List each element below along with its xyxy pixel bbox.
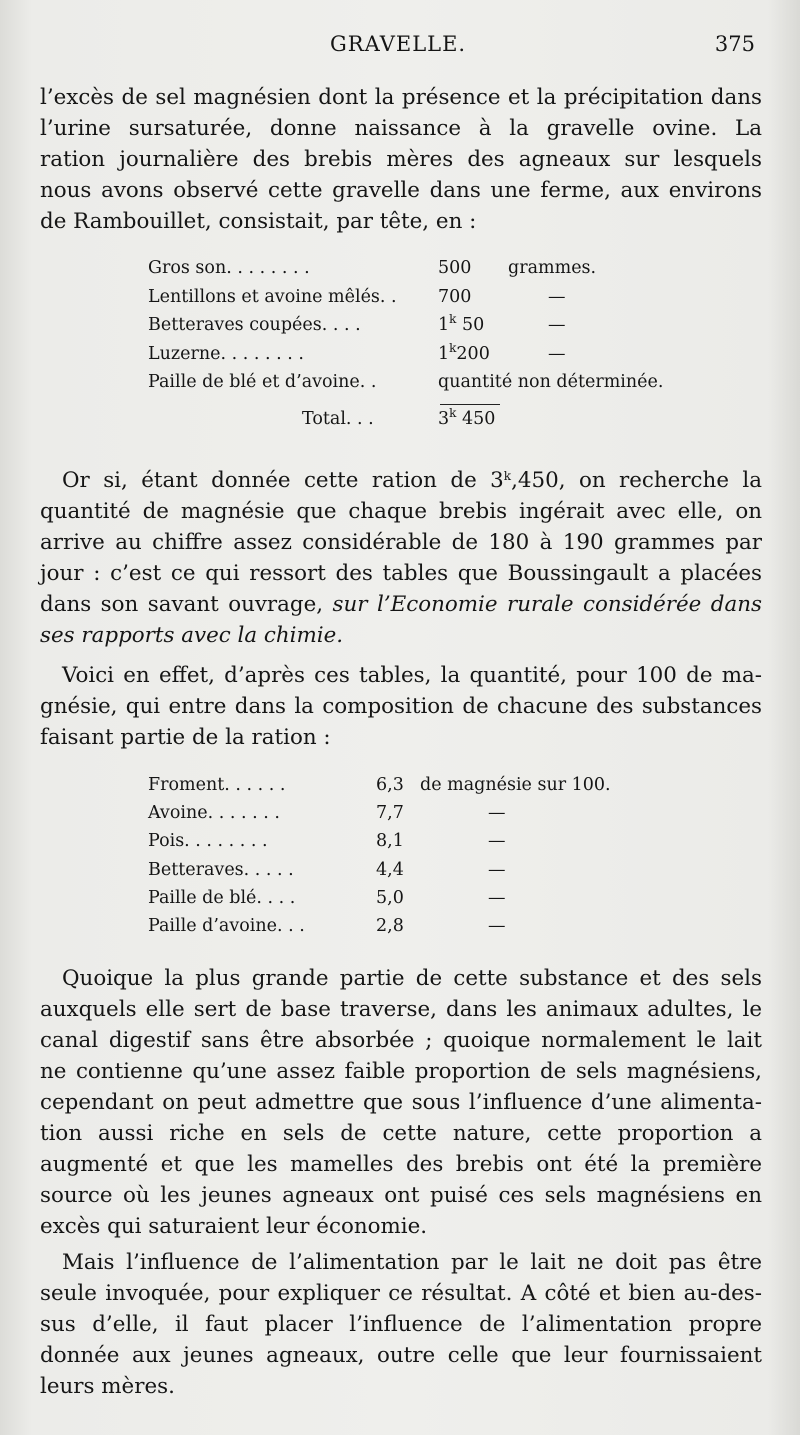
text-line: de Rambouillet, consistait, par tête, en : — [40, 209, 477, 234]
page-header — [40, 32, 755, 66]
text-line: nous avons observé cette gravelle dans une ferme, aux environs — [40, 178, 762, 203]
magnesia-table — [148, 775, 668, 944]
text-line: ne contienne qu’une assez faible proportion de sels magnésiens, — [40, 1059, 762, 1084]
magnesia-item-unit: de magnésie sur 100. — [420, 775, 611, 795]
paragraph-tables-intro — [40, 660, 762, 753]
magnesia-row — [148, 831, 668, 859]
ration-item-value: quantité non déterminée. — [438, 372, 664, 392]
magnesia-item-unit: — — [488, 887, 506, 908]
ration-table — [148, 258, 664, 437]
ration-item-value: 700 — [438, 286, 472, 307]
magnesia-item-unit: — — [488, 915, 506, 936]
ration-row — [148, 258, 628, 287]
text-line: Mais l’influence de l’alimentation par le lait ne doit pas être — [62, 1250, 762, 1275]
magnesia-item-value: 7,7 — [376, 803, 404, 824]
magnesia-item-value: 5,0 — [376, 887, 404, 908]
ration-item-value: 500 — [438, 258, 472, 278]
magnesia-item-value: 6,3 — [376, 775, 404, 795]
ration-row — [148, 372, 664, 401]
ration-item-name: Lentillons et avoine mêlés. . — [148, 286, 397, 307]
text-line: arrive au chiffre assez considérable de 180 à 190 grammes par — [40, 530, 762, 555]
paragraph-intro — [40, 82, 762, 237]
ration-row — [148, 312, 628, 344]
text-line: excès qui saturaient leur économie. — [40, 1214, 428, 1239]
text-line: donnée aux jeunes agneaux, outre celle que leur fournissaient — [40, 1343, 762, 1368]
ration-item-unit: grammes. — [508, 258, 597, 278]
ration-total-value: 3$^k$ 450 — [438, 405, 496, 429]
magnesia-item-value: 2,8 — [376, 915, 404, 936]
text-line: quantité de magnésie que chaque brebis ingérait avec elle, on — [40, 499, 762, 524]
text-line: l’excès de sel magnésien dont la présence et la précipitation dans — [40, 85, 762, 110]
ration-item-value: 1$^k$ 50 — [438, 312, 485, 335]
text-line: ses rapports avec la chimie. — [40, 623, 344, 648]
text-line: auxquels elle sert de base traverse, dans les animaux adultes, le — [40, 997, 762, 1022]
ration-item-name: Betteraves coupées. . . . — [148, 315, 361, 335]
text-line: faisant partie de la ration : — [40, 725, 331, 750]
magnesia-item-name: Pois. . . . . . . . — [148, 831, 268, 852]
text-line: augmenté et que les mamelles des brebis ont été la première — [40, 1152, 762, 1177]
text-line: Quoique la plus grande partie de cette substance et des sels — [62, 966, 762, 991]
magnesia-item-name: Betteraves. . . . . — [148, 859, 294, 880]
magnesia-item-name: Froment. . . . . . — [148, 775, 286, 795]
text-line: gnésie, qui entre dans la composition de chacune des substances — [40, 694, 762, 719]
ration-total-row — [148, 405, 628, 437]
text-line: l’urine sursaturée, donne naissance à la gravelle ovine. La — [40, 116, 762, 141]
magnesia-item-name: Avoine. . . . . . . — [148, 803, 280, 824]
ration-item-value: 1$^k$200 — [438, 340, 490, 364]
ration-row — [148, 287, 628, 316]
magnesia-item-value: 4,4 — [376, 859, 404, 880]
magnesia-item-value: 8,1 — [376, 831, 404, 852]
text-line: cependant on peut admettre que sous l’influence d’une alimenta- — [40, 1090, 762, 1115]
magnesia-item-unit: — — [488, 831, 506, 852]
text-line: Voici en effet, d’après ces tables, la quantité, pour 100 de ma- — [62, 663, 762, 688]
text-line: Or si, étant donnée cette ration de 3$^k$,450, on recherche la — [62, 468, 763, 493]
ration-row — [148, 340, 628, 373]
magnesia-item-name: Paille d’avoine. . . — [148, 915, 305, 936]
ration-item-name: Gros son. . . . . . . . — [148, 258, 310, 278]
page-number: 375 — [714, 32, 755, 56]
ration-total-label: Total. . . — [302, 408, 374, 429]
text-line: tion aussi riche en sels de cette nature, cette proportion a — [40, 1121, 762, 1146]
ration-item-unit: — — [548, 315, 566, 335]
text-line: ration journalière des brebis mères des agneaux sur lesquels — [40, 147, 762, 172]
text-line: sus d’elle, il faut placer l’influence de l’alimentation propre — [40, 1312, 762, 1337]
magnesia-row — [148, 916, 668, 944]
text-line: source où les jeunes agneaux ont puisé ces sels magnésiens en — [40, 1183, 762, 1208]
text-line: canal digestif sans être absorbée ; quoique normalement le lait — [40, 1028, 762, 1053]
running-title: GRAVELLE. — [330, 32, 467, 56]
ration-item-name: Luzerne. . . . . . . . — [148, 343, 304, 364]
text-line: seule invoquée, pour expliquer ce résultat. A côté et bien au-des- — [40, 1281, 762, 1306]
magnesia-item-name: Paille de blé. . . . — [148, 887, 296, 908]
ration-item-unit: — — [548, 286, 566, 307]
paragraph-milk — [40, 963, 762, 1242]
text-line: jour : c’est ce qui ressort des tables que Boussingault a placées — [40, 561, 762, 586]
magnesia-row — [148, 860, 668, 888]
text-line: leurs mères. — [40, 1374, 175, 1399]
paragraph-magnesia-calc — [40, 465, 762, 651]
magnesia-row — [148, 775, 668, 803]
ration-item-unit: — — [548, 343, 566, 364]
magnesia-item-unit: — — [488, 803, 506, 824]
text-line: dans son savant ouvrage, sur l’Economie rurale considérée dans — [40, 592, 762, 617]
magnesia-row — [148, 888, 668, 916]
magnesia-item-unit: — — [488, 859, 506, 880]
paragraph-feeding — [40, 1247, 762, 1402]
ration-item-name: Paille de blé et d’avoine. . — [148, 372, 377, 392]
magnesia-row — [148, 803, 668, 831]
